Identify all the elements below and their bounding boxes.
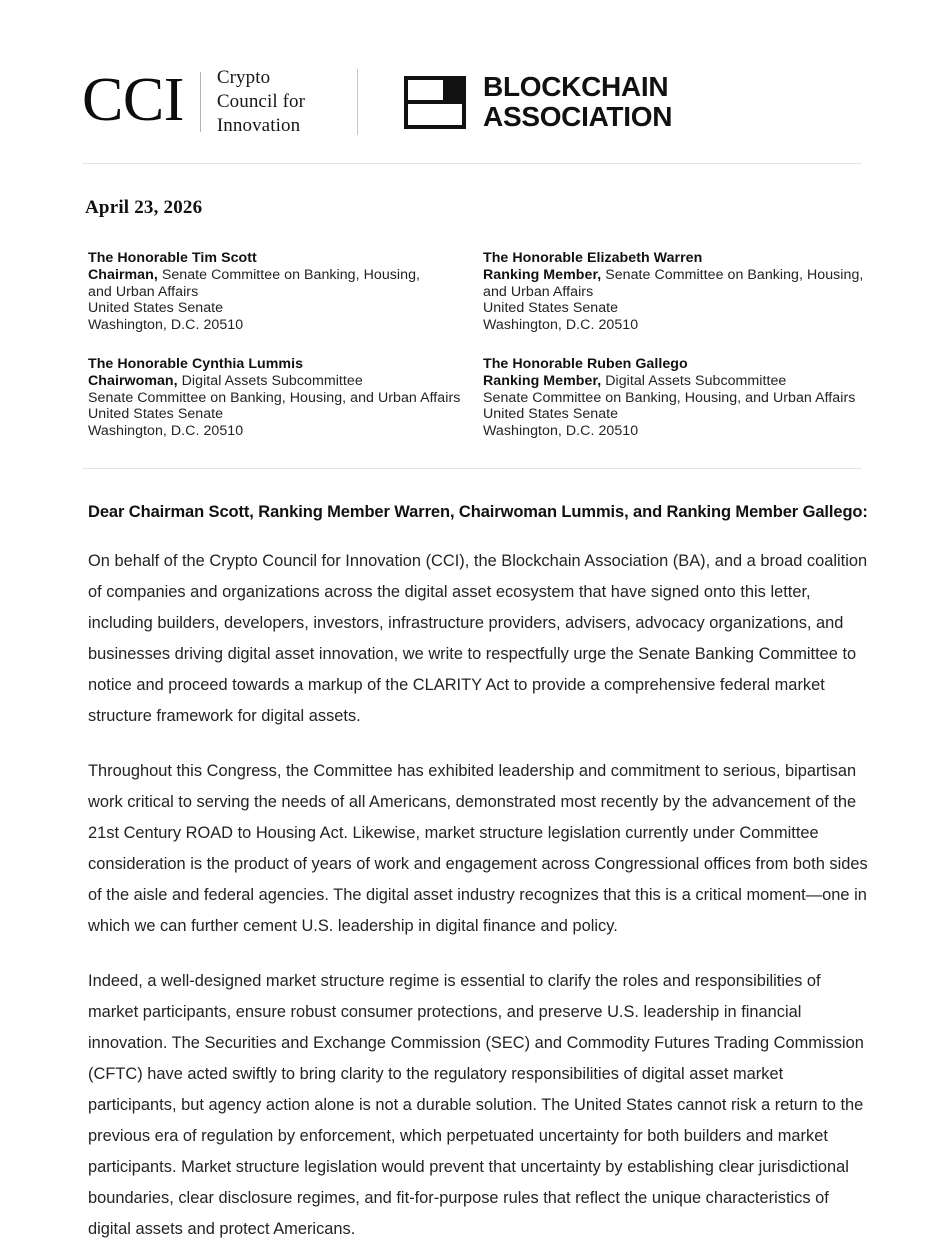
recipient-line-3: Senate Committee on Banking, Housing, and Urban Affairs — [483, 389, 856, 406]
recipient-name: The Honorable Cynthia Lummis — [88, 355, 304, 372]
letterhead-logo-separator — [357, 69, 358, 135]
recipient-role-rest: Digital Assets Subcommittee — [601, 372, 787, 389]
ba-wordmark-line-1: BLOCKCHAIN — [483, 71, 669, 103]
body-paragraph-3: Indeed, a well-designed market structure regime is essential to clarify the roles and responsibilities of market participants, ensure robust consumer protections, and preserve U.S. leadership in financial innovation. The Securities and Exchange Commission (SEC) and Commodity Futures Trading Commission (CFTC) have acted swiftly to bring clarity to the regulatory responsibilities of digital asset market participants, but agency action alone is not a durable solution. The United States cannot risk a return to the previous era of regulation by enforcement, which perpetuated uncertainty for both builders and market participants. Market structure legislation would prevent that uncertainty by establishing clear jurisdictional boundaries, clear disclosure regimes, and fit-for-purpose rules that reflect the unique characteristics of digital assets and protect Americans. — [88, 972, 864, 1238]
recipient-line-5: Washington, D.C. 20510 — [88, 317, 244, 334]
recipient-role — [88, 267, 483, 284]
cci-wordmark-line-1: Crypto — [216, 67, 271, 89]
ba-mark-filled-block — [443, 80, 462, 103]
body-paragraph-2: Throughout this Congress, the Committee has exhibited leadership and commitment to serious, bipartisan work critical to serving the needs of all Americans, demonstrated most recently by the advancement of the 21st Century ROAD to Housing Act. Likewise, market structure legislation currently under Committee consideration is the product of years of work and engagement across Congressional offices from both sides of the aisle and federal agencies. The digital asset industry recognizes that this is a critical moment—one in which we can further cement U.S. leadership in digital finance and policy. — [88, 762, 868, 935]
recipient-line-5: Washington, D.C. 20510 — [483, 317, 639, 334]
recipient-elizabeth-warren — [483, 250, 878, 334]
blockchain-association-logo — [404, 66, 672, 138]
salutation: Dear Chairman Scott, Ranking Member Warren, Chairwoman Lummis, and Ranking Member Gallego: — [88, 503, 868, 521]
recipient-line-3: and Urban Affairs — [88, 283, 199, 300]
recipient-line-3: and Urban Affairs — [483, 283, 594, 300]
cci-logo-divider — [200, 72, 201, 132]
recipient-line-4: United States Senate — [88, 300, 224, 317]
recipient-cynthia-lummis — [88, 356, 483, 440]
letterhead-rule — [82, 163, 862, 164]
recipient-line-4: United States Senate — [483, 300, 619, 317]
recipient-role-title: Chairman, — [88, 266, 158, 283]
recipient-name: The Honorable Elizabeth Warren — [483, 250, 703, 266]
recipient-line-4: United States Senate — [88, 406, 224, 423]
letter-body — [88, 546, 868, 1245]
recipient-row — [88, 250, 878, 334]
recipient-name: The Honorable Tim Scott — [88, 250, 257, 266]
recipient-ruben-gallego — [483, 356, 878, 440]
cci-monogram: CCI — [82, 66, 184, 134]
recipient-role-title: Chairwoman, — [88, 372, 178, 389]
recipient-line-5: Washington, D.C. 20510 — [88, 423, 244, 440]
recipient-block — [88, 250, 878, 440]
recipient-role — [483, 267, 878, 284]
recipient-tim-scott — [88, 250, 483, 334]
cci-wordmark — [217, 66, 305, 138]
cci-wordmark-line-3: Innovation — [216, 114, 301, 136]
blockchain-association-mark-icon — [404, 76, 466, 129]
recipient-role-rest: Digital Assets Subcommittee — [177, 372, 363, 389]
ba-wordmark-line-2: ASSOCIATION — [483, 101, 673, 132]
recipient-row — [88, 356, 878, 440]
recipient-role — [88, 373, 483, 390]
letterhead — [82, 58, 862, 146]
recipient-role-rest: Senate Committee on Banking, Housing, — [157, 266, 420, 283]
cci-logo — [82, 66, 305, 138]
recipient-line-5: Washington, D.C. 20510 — [483, 423, 639, 440]
recipient-block-rule — [82, 468, 862, 469]
recipient-role — [483, 373, 878, 390]
recipient-role-rest: Senate Committee on Banking, Housing, — [601, 266, 864, 283]
ba-mark-divider — [408, 100, 462, 104]
letter-date: April 23, 2026 — [85, 197, 203, 218]
cci-wordmark-line-2: Council for — [216, 91, 306, 113]
recipient-name: The Honorable Ruben Gallego — [483, 355, 688, 372]
body-paragraph-1: On behalf of the Crypto Council for Innovation (CCI), the Blockchain Association (BA), and a broad coalition of companies and organizations across the digital asset ecosystem that have signed onto this letter, including builders, developers, investors, infrastructure providers, advisers, advocacy organizations, and businesses driving digital asset innovation, we write to respectfully urge the Senate Banking Committee to notice and proceed towards a markup of the CLARITY Act to provide a comprehensive federal market structure framework for digital assets. — [88, 552, 868, 725]
recipient-line-4: United States Senate — [483, 406, 619, 423]
recipient-role-title: Ranking Member, — [483, 372, 602, 389]
blockchain-association-wordmark — [483, 72, 672, 132]
recipient-role-title: Ranking Member, — [483, 266, 602, 283]
recipient-line-3: Senate Committee on Banking, Housing, and Urban Affairs — [88, 389, 461, 406]
